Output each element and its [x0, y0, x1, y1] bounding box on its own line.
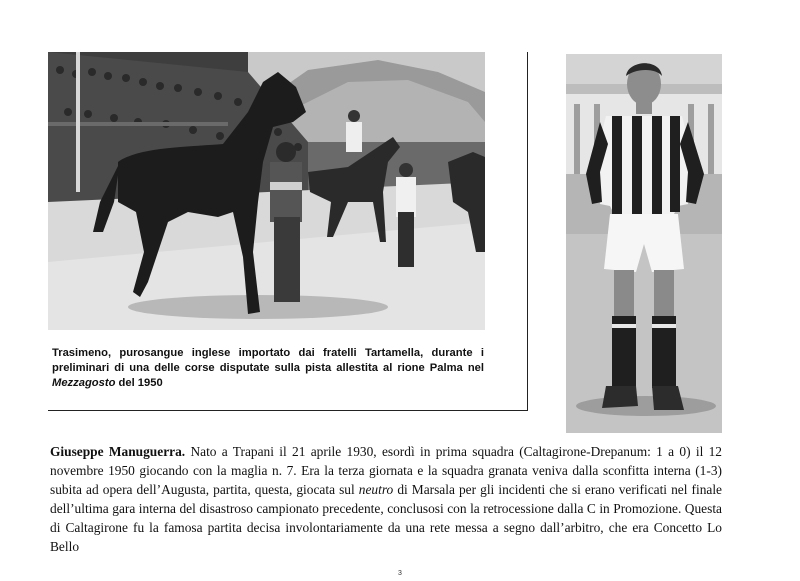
- photo-caption: [52, 346, 484, 391]
- horse-photo: [48, 52, 485, 330]
- paragraph-text-2: di Marsala per gli incidenti che si erano verificati nel finale dell’ultima gara interna del disastroso campionato precedente, conclusosi con la retrocessione dalla C in Promozione. Questa di Caltagirone fu la famosa partita decisa involontariamente da una rete messa a segno dall’arbitro, che era Concetto Lo Bello: [50, 482, 722, 554]
- caption-text-2: del 1950: [115, 377, 163, 389]
- player-photo: [566, 54, 722, 433]
- paragraph-text-1: Nato a Trapani il 21 aprile 1930, esordì in prima squadra (Caltagirone-Drepanum: 1 a 0) il 12 novembre 1950 giocando con la maglia n. 7. Era la terza giornata e la squadra granata veniva dalla sconfitta interna (1-3) subita ad opera dell’Augusta, partita, questa, giocata sul: [50, 444, 723, 497]
- caption-italic: Mezzagosto: [52, 377, 116, 389]
- photo-frame: [48, 52, 528, 411]
- paragraph-italic: neutro: [358, 482, 394, 497]
- page-number: 3: [398, 570, 402, 577]
- player-name: Giuseppe Manuguerra.: [50, 444, 186, 459]
- biography-paragraph: [50, 442, 722, 556]
- caption-text-1: Trasimeno, purosangue inglese importato dai fratelli Tartamella, durante i preliminari di una delle corse disputate sulla pista allestita al rione Palma nel: [52, 347, 484, 374]
